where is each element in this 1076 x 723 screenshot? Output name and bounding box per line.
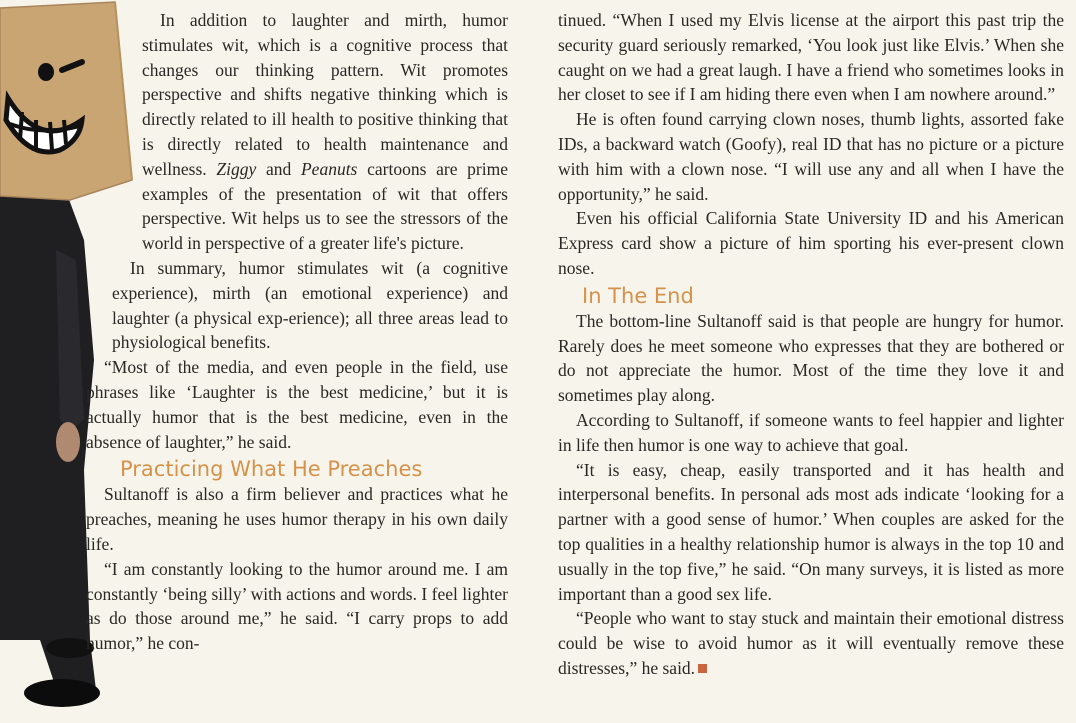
section-heading-the-end: In The End	[582, 283, 694, 308]
left-column	[86, 8, 508, 656]
paragraph: He is often found carrying clown noses, thumb lights, assorted fake IDs, a backward watch (Goofy), real ID that has no picture or a picture with him with a clown nose. “I will use any and all when I have the opportunity,” he said.	[558, 109, 1064, 204]
paragraph: In addition to laughter and mirth, humor stimulates wit, which is a cognitive process that changes our thinking pattern. Wit promotes perspective and shifts negative thinking which is directly related to ill health to positive thinking that is directly related to health maintenance and wellness. Ziggy and Peanuts cartoons are prime examples of the presentation of wit that offers perspective. Wit helps us to see the stressors of the world in perspective of a greater life's picture.	[142, 10, 509, 254]
paragraph: According to Sultanoff, if someone wants to feel happier and lighter in life then humor is one way to achieve that goal.	[558, 409, 1064, 455]
paragraph: “People who want to stay stuck and maintain their emotional distress could be wise to avoid humor as it will eventually remove these distresses,” he said.	[558, 608, 1064, 678]
paragraph: The bottom-line Sultanoff said is that people are hungry for humor. Rarely does he meet someone who expresses that they are bothered or do not appreciate the humor. Most of the time they love it and sometimes play along.	[558, 310, 1064, 406]
paragraph: “It is easy, cheap, easily transported and it has health and interpersonal benefits. In personal ads most ads indicate ‘looking for a partner with a good sense of humor.’ When couples are asked for the top qualities in a healthy relationship humor is always in the top 10 and usually in the top five,” he said. “On many surveys, it is listed as more important than a good sex life.	[558, 459, 1064, 604]
paragraph: “Most of the media, and even people in the field, use phrases like ‘Laughter is the best medicine,’ but it is actually humor that is the best medicine, even in the absence of laughter,” he said.	[86, 357, 508, 452]
paragraph: tinued. “When I used my Elvis license at the airport this past trip the security guard seriously remarked, ‘You look just like Elvis.’ When she caught on we had a great laugh. I have a friend who sometimes looks in her closet to see if I am hiding there even when I am nowhere around.”	[558, 10, 1064, 105]
paragraph: “I am constantly looking to the humor around me. I am constantly ‘being silly’ with actions and words. I feel lighter as do those around me,” he said. “I carry props to add humor,” he con-	[86, 558, 508, 654]
paragraph: Even his official California State University ID and his American Express card show a picture of him sporting his ever-present clown nose.	[558, 208, 1064, 278]
paragraph: Sultanoff is also a firm believer and practices what he preaches, meaning he uses humor therapy in his own daily life.	[86, 484, 508, 554]
section-heading-practicing: Practicing What He Preaches	[120, 457, 423, 482]
end-mark-square	[698, 664, 707, 673]
right-column	[558, 8, 1064, 681]
peanuts-title: Peanuts	[300, 158, 358, 179]
ziggy-title: Ziggy	[216, 158, 257, 179]
paragraph: In summary, humor stimulates wit (a cognitive experience), mirth (an emotional experience) and laughter (a physical exp-erience); all three areas lead to physiological benefits.	[112, 257, 508, 353]
